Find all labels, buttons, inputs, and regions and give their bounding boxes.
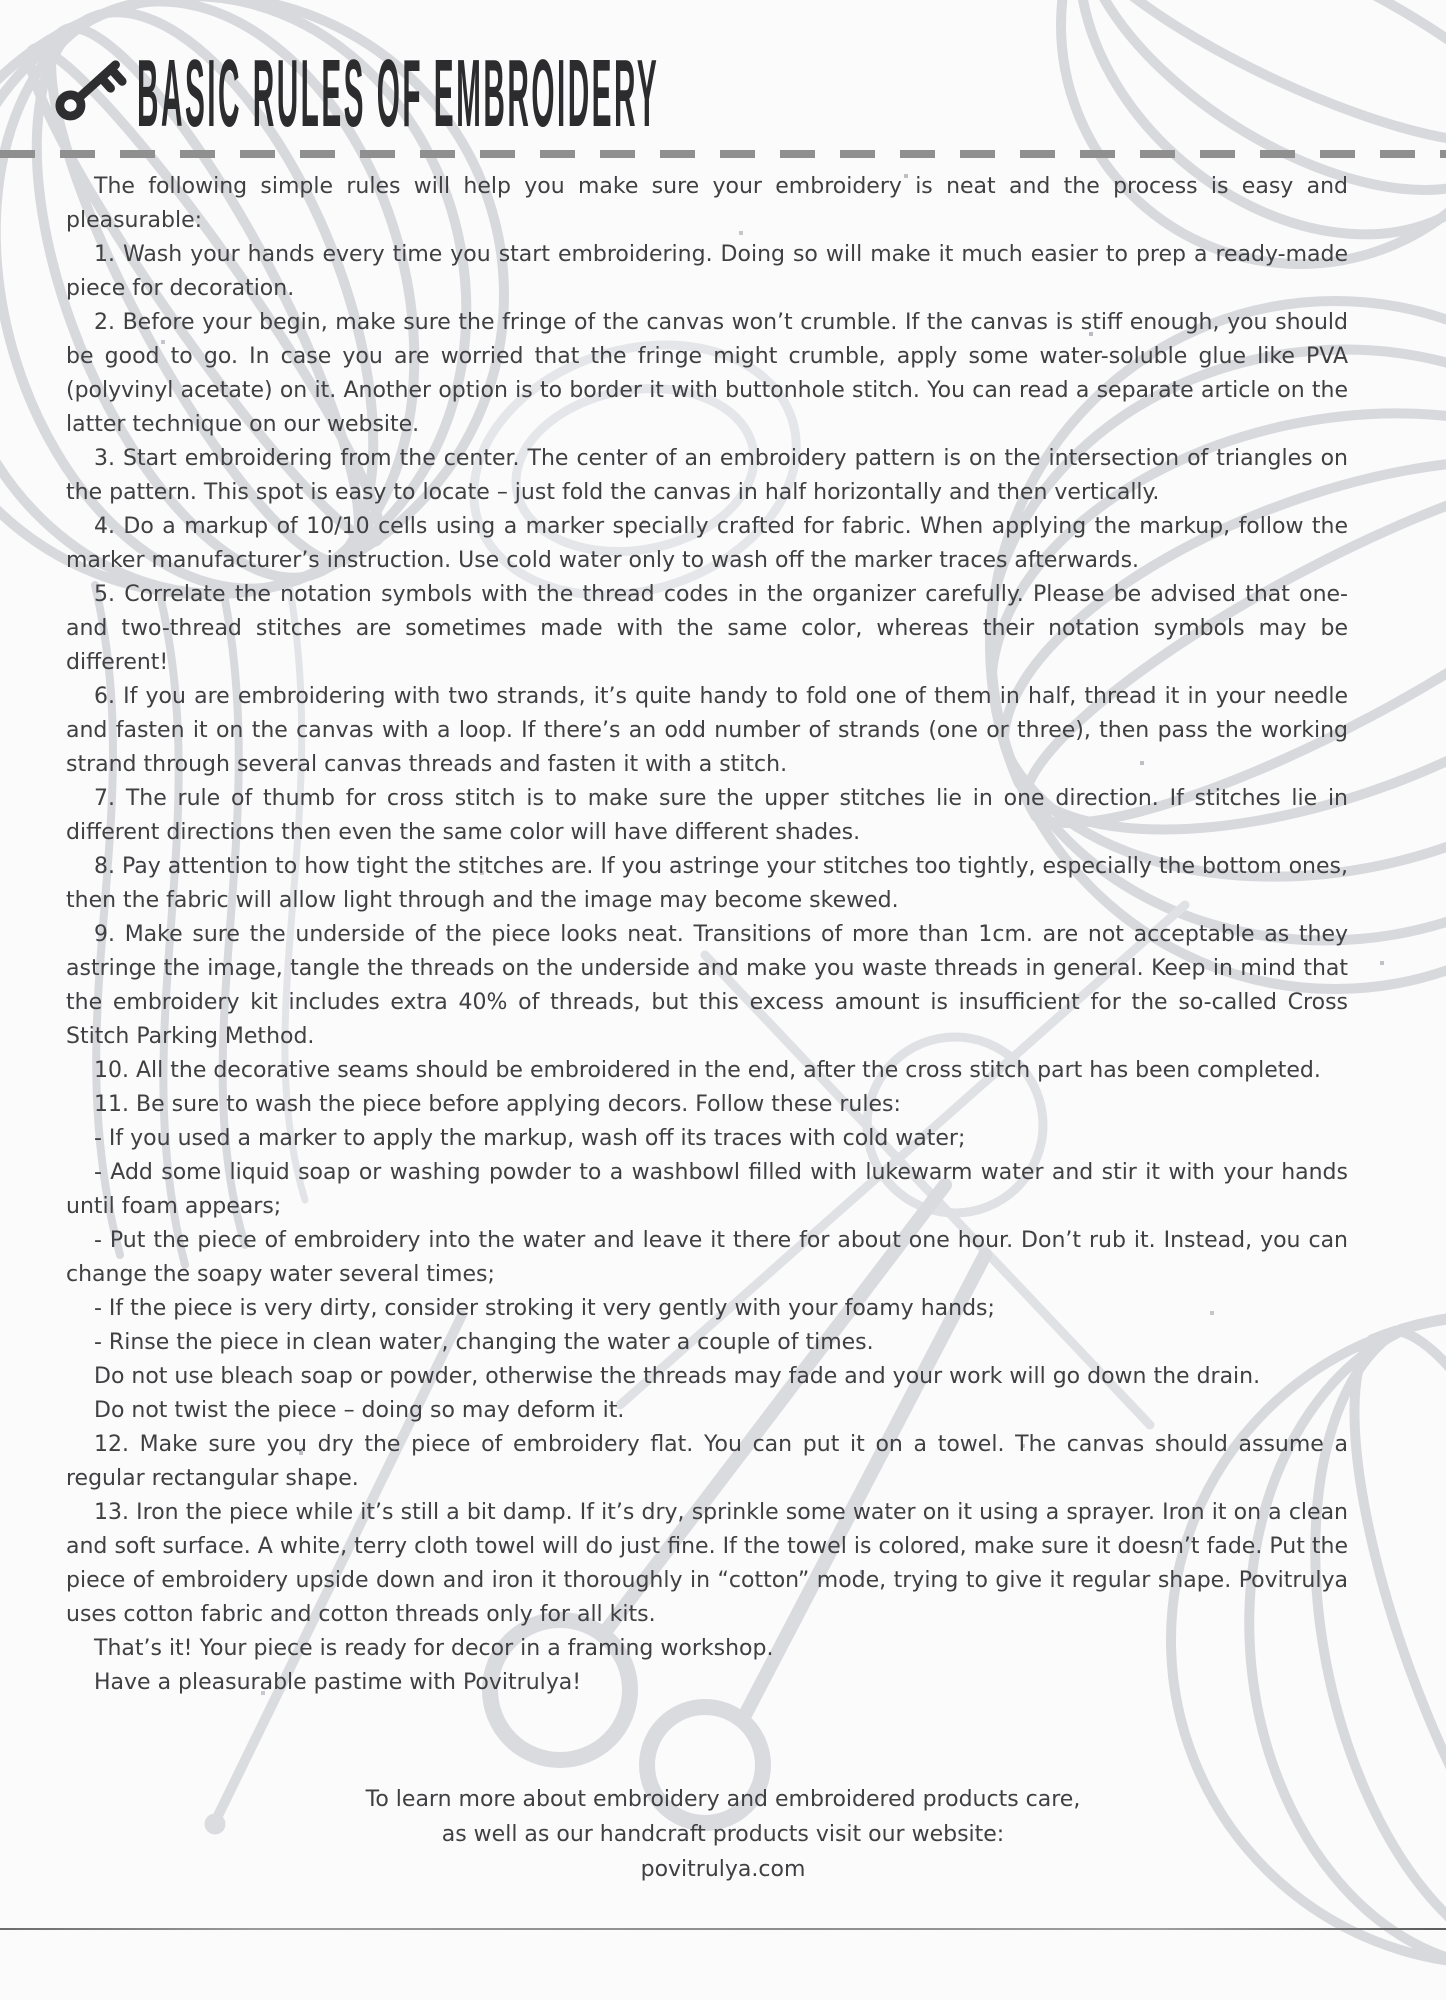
key-icon	[48, 42, 136, 130]
scan-specks	[0, 0, 2, 2]
intro-paragraph: The following simple rules will help you make sure your embroidery is neat and the process is easy and pleasurable:	[66, 174, 1348, 233]
scan-fold-line	[0, 1928, 1446, 1930]
rule-12: 12. Make sure you dry the piece of embroidery flat. You can put it on a towel. The canvas should assume a regular rectangular shape.	[66, 1432, 1348, 1491]
rule-13: 13. Iron the piece while it’s still a bit damp. If it’s dry, sprinkle some water on it using a sprayer. Iron it on a clean and soft surface. A white, terry cloth towel will do just fine. If the towel is colored, make sure it doesn’t fade. Put the piece of embroidery upside down and iron it thoroughly in “cotton” mode, trying to give it regular shape. Povitrulya uses cotton fabric and cotton threads only for all kits.	[66, 1500, 1348, 1627]
rule-6: 6. If you are embroidering with two strands, it’s quite handy to fold one of them in half, thread it in your needle and fasten it on the canvas with a loop. If there’s an odd number of strands (one or three), then pass the working strand through several canvas threads and fasten it with a stitch.	[66, 684, 1348, 777]
dashed-divider	[0, 150, 1446, 158]
washing-step: - If the piece is very dirty, consider stroking it very gently with your foamy hands;	[94, 1296, 995, 1321]
rule-1: 1. Wash your hands every time you start embroidering. Doing so will make it much easier to prep a ready-made piece for decoration.	[66, 242, 1348, 301]
rule-10: 10. All the decorative seams should be embroidered in the end, after the cross stitch part has been completed.	[94, 1058, 1321, 1083]
page-title: BASIC RULES OF EMBROIDERY	[137, 42, 660, 148]
washing-step: - Put the piece of embroidery into the water and leave it there for about one hour. Don’t rub it. Instead, you can change the soapy water several times;	[66, 1228, 1348, 1287]
washing-note: Do not use bleach soap or powder, otherwise the threads may fade and your work will go down the drain.	[94, 1364, 1261, 1389]
washing-step: - Rinse the piece in clean water, changing the water a couple of times.	[94, 1330, 874, 1355]
washing-step: - Add some liquid soap or washing powder to a washbowl filled with lukewarm water and stir it with your hands until foam appears;	[66, 1160, 1348, 1219]
rule-7: 7. The rule of thumb for cross stitch is to make sure the upper stitches lie in one direction. If stitches lie in different directions then even the same color will have different shades.	[66, 786, 1348, 845]
rule-9: 9. Make sure the underside of the piece looks neat. Transitions of more than 1cm. are not acceptable as they astringe the image, tangle the threads on the underside and make you waste threads in general. Keep in mind that the embroidery kit includes extra 40% of threads, but this excess amount is insufficient for the so-called Cross Stitch Parking Method.	[66, 922, 1348, 1049]
rule-11: 11. Be sure to wash the piece before applying decors. Follow these rules:	[94, 1092, 901, 1117]
closing-line: That’s it! Your piece is ready for decor in a framing workshop.	[94, 1636, 774, 1661]
rules-text	[66, 170, 1348, 1700]
rule-3: 3. Start embroidering from the center. The center of an embroidery pattern is on the intersection of triangles on the pattern. This spot is easy to locate – just fold the canvas in half horizontally and then vertically.	[66, 446, 1348, 505]
signoff-line: Have a pleasurable pastime with Povitrulya!	[94, 1670, 582, 1695]
document-footer	[0, 1782, 1446, 1887]
rule-5: 5. Correlate the notation symbols with the thread codes in the organizer carefully. Please be advised that one- and two-thread stitches are sometimes made with the same color, whereas their notation symbols may be different!	[66, 582, 1348, 675]
rule-4: 4. Do a markup of 10/10 cells using a marker specially crafted for fabric. When applying the markup, follow the marker manufacturer’s instruction. Use cold water only to wash off the marker traces afterwards.	[66, 514, 1348, 573]
washing-note: Do not twist the piece – doing so may deform it.	[94, 1398, 625, 1423]
website-url: povitrulya.com	[640, 1857, 806, 1882]
rule-8: 8. Pay attention to how tight the stitches are. If you astringe your stitches too tightly, especially the bottom ones, then the fabric will allow light through and the image may become skewed.	[66, 854, 1348, 913]
rule-2: 2. Before your begin, make sure the fringe of the canvas won’t crumble. If the canvas is stiff enough, you should be good to go. In case you are worried that the fringe might crumble, apply some water-soluble glue like PVA (polyvinyl acetate) on it. Another option is to border it with buttonhole stitch. You can read a separate article on the latter technique on our website.	[66, 310, 1348, 437]
footer-line: To learn more about embroidery and embroidered products care,	[365, 1787, 1081, 1812]
washing-step: - If you used a marker to apply the markup, wash off its traces with cold water;	[94, 1126, 966, 1151]
footer-line: as well as our handcraft products visit our website:	[441, 1822, 1005, 1847]
